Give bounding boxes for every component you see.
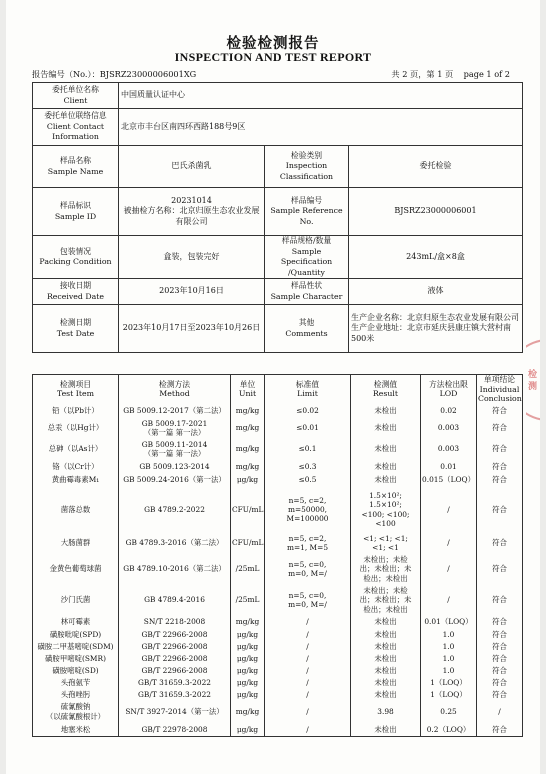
test-item: 沙门氏菌 — [33, 585, 119, 616]
test-method: GB 5009.123-2014 — [119, 460, 231, 474]
test-result: 未检出 — [351, 723, 421, 737]
test-conclusion: 符合 — [477, 487, 523, 533]
test-method: GB/T 22966-2008 — [119, 653, 231, 665]
test-row — [33, 418, 523, 439]
sample-ref-label: 样品编号 Sample Reference No. — [265, 188, 349, 236]
test-conclusion: 符合 — [477, 641, 523, 653]
test-conclusion: 符合 — [477, 474, 523, 487]
packing-value: 盒装，包装完好 — [119, 236, 265, 279]
test-item: 总砷（以As计） — [33, 439, 119, 460]
client-label: 委托单位名称 Client — [33, 83, 119, 109]
header-test-item: 检测项目 Test Item — [33, 375, 119, 404]
test-conclusion: 符合 — [477, 689, 523, 701]
test-row — [33, 533, 523, 554]
test-lod: 1（LOQ） — [421, 677, 477, 689]
test-item: 地塞米松 — [33, 723, 119, 737]
test-limit: ≤0.3 — [265, 460, 351, 474]
test-unit: μg/kg — [231, 474, 265, 487]
report-title-cn: 检验检测报告 — [226, 35, 320, 52]
test-lod: 0.2（LOQ） — [421, 723, 477, 737]
test-limit: ≤0.1 — [265, 439, 351, 460]
test-limit: / — [265, 653, 351, 665]
test-limit: / — [265, 677, 351, 689]
test-item: 菌落总数 — [33, 487, 119, 533]
received-value: 2023年10月16日 — [119, 279, 265, 305]
test-method: GB/T 22966-2008 — [119, 641, 231, 653]
test-conclusion: 符合 — [477, 404, 523, 418]
test-item: 磺胺甲嘧啶(SMR) — [33, 653, 119, 665]
test-results-table — [32, 374, 523, 737]
test-method: GB 4789.2-2022 — [119, 487, 231, 533]
test-conclusion: 符合 — [477, 439, 523, 460]
character-value: 液体 — [349, 279, 523, 305]
test-conclusion: / — [477, 701, 523, 723]
classification-value: 委托检验 — [349, 146, 523, 188]
test-limit: ≤0.01 — [265, 418, 351, 439]
test-conclusion: 符合 — [477, 554, 523, 585]
test-item: 黄曲霉毒素M₁ — [33, 474, 119, 487]
test-limit: ≤0.02 — [265, 404, 351, 418]
test-unit: mg/kg — [231, 404, 265, 418]
test-unit: CFU/mL — [231, 487, 265, 533]
test-limit: n=5, c=2, m=50000, M=100000 — [265, 487, 351, 533]
page-info: 共 2 页，第 1 页 page 1 of 2 — [391, 69, 510, 79]
test-method: GB/T 31659.3-2022 — [119, 689, 231, 701]
test-conclusion: 符合 — [477, 665, 523, 677]
test-method: GB 4789.10-2016（第二法） — [119, 554, 231, 585]
test-conclusion: 符合 — [477, 533, 523, 554]
test-method: GB 5009.11-2014 （第一篇 第一法） — [119, 439, 231, 460]
test-result: 未检出 — [351, 474, 421, 487]
test-unit: CFU/mL — [231, 533, 265, 554]
test-lod: 0.015（LOQ） — [421, 474, 477, 487]
packing-label: 包装情况 Packing Condition — [33, 236, 119, 279]
test-lod: 0.02 — [421, 404, 477, 418]
contact-label: 委托单位联络信息 Client Contact Information — [33, 109, 119, 146]
test-item: 总汞（以Hg计） — [33, 418, 119, 439]
header-method: 检测方法 Method — [119, 375, 231, 404]
header-limit: 标准值 Limit — [265, 375, 351, 404]
test-unit: /25mL — [231, 585, 265, 616]
test-row — [33, 554, 523, 585]
test-row — [33, 723, 523, 737]
test-unit: mg/kg — [231, 418, 265, 439]
test-unit: μg/kg — [231, 723, 265, 737]
sample-id-label: 样品标识 Sample ID — [33, 188, 119, 236]
test-result: 未检出 — [351, 689, 421, 701]
test-result: 1.5×10²; 1.5×10²; <100; <100; <100 — [351, 487, 421, 533]
test-unit: μg/kg — [231, 653, 265, 665]
test-row — [33, 641, 523, 653]
test-unit: mg/kg — [231, 701, 265, 723]
test-lod: 0.01 — [421, 460, 477, 474]
test-date-label: 检测日期 Test Date — [33, 305, 119, 353]
svg-text:检: 检 — [528, 370, 538, 380]
test-result: 未检出 — [351, 677, 421, 689]
test-unit: μg/kg — [231, 677, 265, 689]
test-item: 铅（以Pb计） — [33, 404, 119, 418]
test-method: GB/T 22966-2008 — [119, 629, 231, 641]
test-item: 铬（以Cr计） — [33, 460, 119, 474]
test-row — [33, 404, 523, 418]
test-row — [33, 677, 523, 689]
report-number-label: 报告编号（No.）： — [32, 69, 100, 79]
test-conclusion: 符合 — [477, 460, 523, 474]
test-result: 3.98 — [351, 701, 421, 723]
test-item: 金黄色葡萄球菌 — [33, 554, 119, 585]
test-item: 磺胺嘧啶(SD) — [33, 665, 119, 677]
test-row — [33, 665, 523, 677]
test-lod: / — [421, 533, 477, 554]
test-item: 磺胺二甲基嘧啶(SDM) — [33, 641, 119, 653]
report-title-en: INSPECTION AND TEST REPORT — [174, 50, 372, 64]
test-lod: 0.01（LOQ） — [421, 616, 477, 629]
sample-ref-value: BJSRZ23000006001 — [349, 188, 523, 236]
test-conclusion: 符合 — [477, 653, 523, 665]
test-result: 未检出 — [351, 641, 421, 653]
test-lod: 1（LOQ） — [421, 689, 477, 701]
test-limit: / — [265, 629, 351, 641]
sample-name-value: 巴氏杀菌乳 — [119, 146, 265, 188]
test-table-header — [33, 375, 523, 404]
test-unit: mg/kg — [231, 616, 265, 629]
test-item: 磺胺吡啶(SPD) — [33, 629, 119, 641]
test-unit: μg/kg — [231, 689, 265, 701]
comments-label: 其他 Comments — [265, 305, 349, 353]
header-result: 检测值 Result — [351, 375, 421, 404]
test-limit: n=5, c=0, m=0, M=/ — [265, 554, 351, 585]
test-row — [33, 701, 523, 723]
comments-value: 生产企业名称：北京归原生态农业发展有限公司 生产企业地址：北京市延庆县康庄镇大营村南500米 — [349, 305, 523, 353]
test-row — [33, 474, 523, 487]
test-result: 未检出 — [351, 439, 421, 460]
sample-id-value: 20231014 被抽检方名称：北京归原生态农业发展有限公司 — [119, 188, 265, 236]
test-result: <1; <1; <1; <1; <1 — [351, 533, 421, 554]
test-limit: / — [265, 616, 351, 629]
test-row — [33, 439, 523, 460]
test-item: 头孢唑肟 — [33, 689, 119, 701]
test-conclusion: 符合 — [477, 723, 523, 737]
test-unit: mg/kg — [231, 460, 265, 474]
test-lod: 1.0 — [421, 641, 477, 653]
header-unit: 单位 Unit — [231, 375, 265, 404]
test-result: 未检出；未检 出；未检出；未 检出；未检出 — [351, 585, 421, 616]
contact-value: 北京市丰台区南四环西路188号9区 — [119, 109, 523, 146]
test-lod: 1.0 — [421, 653, 477, 665]
test-method: GB/T 31659.3-2022 — [119, 677, 231, 689]
test-result: 未检出 — [351, 418, 421, 439]
test-result: 未检出 — [351, 404, 421, 418]
test-item: 硫氰酸钠 （以硫氰酸根计） — [33, 701, 119, 723]
spec-value: 243mL/盒×8盒 — [349, 236, 523, 279]
test-method: GB/T 22966-2008 — [119, 665, 231, 677]
test-item: 大肠菌群 — [33, 533, 119, 554]
test-limit: ≤0.5 — [265, 474, 351, 487]
sample-name-label: 样品名称 Sample Name — [33, 146, 119, 188]
test-row — [33, 616, 523, 629]
test-lod: / — [421, 585, 477, 616]
test-method: GB/T 22978-2008 — [119, 723, 231, 737]
test-row — [33, 460, 523, 474]
test-conclusion: 符合 — [477, 677, 523, 689]
spec-label: 样品规格/数量 Sample Specification /Quantity — [265, 236, 349, 279]
test-limit: n=5, c=2, m=1, M=5 — [265, 533, 351, 554]
test-conclusion: 符合 — [477, 418, 523, 439]
svg-text:测: 测 — [528, 382, 538, 392]
test-result: 未检出；未检 出；未检出；未 检出；未检出 — [351, 554, 421, 585]
test-method: GB 4789.4-2016 — [119, 585, 231, 616]
test-result: 未检出 — [351, 629, 421, 641]
test-limit: / — [265, 665, 351, 677]
test-row — [33, 653, 523, 665]
report-page — [6, 0, 540, 774]
test-row — [33, 585, 523, 616]
test-lod: / — [421, 487, 477, 533]
test-result: 未检出 — [351, 653, 421, 665]
test-limit: / — [265, 701, 351, 723]
test-limit: / — [265, 641, 351, 653]
test-result: 未检出 — [351, 616, 421, 629]
test-unit: μg/kg — [231, 665, 265, 677]
seal-stamp — [526, 325, 540, 435]
test-date-value: 2023年10月17日至2023年10月26日 — [119, 305, 265, 353]
test-lod: 0.25 — [421, 701, 477, 723]
test-limit: n=5, c=0, m=0, M=/ — [265, 585, 351, 616]
test-lod: 0.003 — [421, 439, 477, 460]
test-lod: 1.0 — [421, 629, 477, 641]
test-row — [33, 689, 523, 701]
test-method: GB 5009.17-2021 （第一篇 第一法） — [119, 418, 231, 439]
test-conclusion: 符合 — [477, 616, 523, 629]
header-conclusion: 单项结论 Individual Conclusion — [478, 375, 522, 403]
report-number-value: BJSRZ23000006001XG — [99, 69, 197, 79]
test-result: 未检出 — [351, 460, 421, 474]
test-unit: μg/kg — [231, 629, 265, 641]
test-lod: 0.003 — [421, 418, 477, 439]
classification-label: 检验类别 Inspection Classification — [265, 146, 349, 188]
header-lod: 方法检出限 LOD — [421, 375, 477, 404]
test-method: GB 5009.12-2017（第二法） — [119, 404, 231, 418]
test-method: SN/T 3927-2014（第一法） — [119, 701, 231, 723]
test-method: GB 4789.3-2016（第二法） — [119, 533, 231, 554]
sample-info-table — [32, 82, 523, 353]
test-conclusion: 符合 — [477, 585, 523, 616]
report-number — [32, 69, 196, 80]
test-conclusion: 符合 — [477, 629, 523, 641]
test-limit: / — [265, 689, 351, 701]
test-method: SN/T 2218-2008 — [119, 616, 231, 629]
test-limit: / — [265, 723, 351, 737]
test-item: 头孢氨苄 — [33, 677, 119, 689]
test-row — [33, 629, 523, 641]
test-lod: 1.0 — [421, 665, 477, 677]
test-result: 未检出 — [351, 665, 421, 677]
test-method: GB 5009.24-2016（第一法） — [119, 474, 231, 487]
received-label: 接收日期 Received Date — [33, 279, 119, 305]
test-item: 林可霉素 — [33, 616, 119, 629]
test-lod: / — [421, 554, 477, 585]
test-unit: mg/kg — [231, 439, 265, 460]
character-label: 样品性状 Sample Character — [265, 279, 349, 305]
test-unit: /25mL — [231, 554, 265, 585]
client-value: 中国质量认证中心 — [119, 83, 523, 109]
test-unit: μg/kg — [231, 641, 265, 653]
test-row — [33, 487, 523, 533]
